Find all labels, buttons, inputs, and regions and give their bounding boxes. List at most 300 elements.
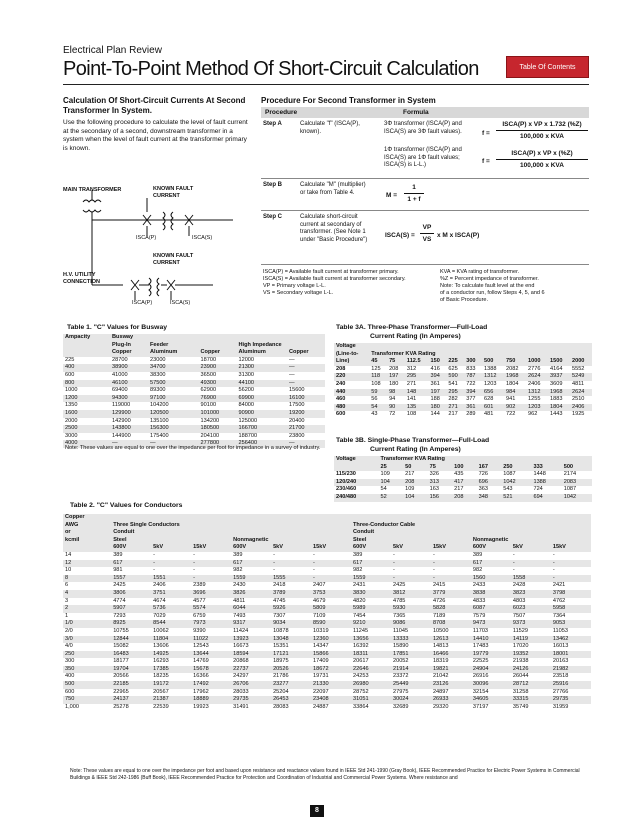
step-b-label: Step B [263, 182, 283, 188]
table-cell: 125000 [238, 417, 258, 424]
table-cell: - [512, 551, 515, 558]
table-cell: 2 [63, 605, 111, 613]
table-cell: 256400 [236, 440, 287, 448]
table-cell: 16293 [153, 658, 169, 665]
table-cell: 600 [65, 688, 75, 695]
table-cell: 197 [387, 373, 405, 381]
table-cell: 50 [403, 464, 428, 472]
table-cell: 12360 [311, 636, 351, 644]
table-cell: - [432, 551, 435, 558]
table-cell: 18672 [311, 666, 351, 674]
table-cell: 4/0 [65, 643, 73, 650]
table-cell: 134200 [200, 417, 220, 424]
table-cell: 37197 [472, 703, 489, 710]
table-cell: 13606 [153, 643, 169, 650]
table-cell: 166700 [236, 425, 287, 433]
table-cell: 10500 [432, 627, 449, 634]
table-cell: 180 [429, 404, 447, 412]
table-cell: 10062 [153, 627, 169, 634]
table-cell: 208 [336, 365, 346, 372]
table-cell: 43 [371, 411, 378, 418]
table-cell: 300 [65, 658, 75, 665]
table-cell: 12543 [193, 643, 209, 650]
table-cell: 180500 [199, 425, 237, 433]
table-cell: 19779 [471, 651, 511, 659]
table-cell: 4762 [552, 597, 566, 604]
table-cell: 22525 [472, 658, 489, 665]
table-cell: 7189 [432, 612, 446, 619]
table-cell: 22539 [153, 703, 169, 710]
table-cell: 1 [65, 612, 69, 619]
table-cell: 1925 [571, 411, 585, 418]
table-cell: 16483 [111, 651, 151, 659]
table-cell: Ampacity [63, 334, 110, 342]
table-cell: 17492 [191, 681, 231, 689]
table3a-row [334, 381, 592, 389]
table-cell: 5989 [351, 605, 391, 613]
table1-row [63, 433, 325, 441]
table-cell: 119000 [112, 402, 131, 409]
table-cell: 2430 [233, 582, 246, 589]
table-cell: 11703 [472, 627, 489, 634]
table-cell: 125 [371, 365, 381, 372]
table1-row [63, 364, 325, 372]
table-cell: 2418 [273, 582, 286, 589]
table-cell: 1558 [511, 575, 551, 583]
table-cell: 13333 [391, 636, 431, 644]
table3a-row [334, 396, 592, 404]
table-cell: 24897 [432, 688, 449, 695]
table-cell: 1042 [562, 494, 592, 502]
table-cell: 1551 [151, 575, 191, 583]
table-cell: 72 [389, 411, 396, 418]
step-a-3ph: 3Φ transformer (ISCA(P) and ISCA(S) are 3Φ fault values). [384, 121, 462, 135]
table-cell: 350 [63, 666, 111, 674]
table3a-title-2: Current Rating (In Amperes) [370, 333, 461, 340]
table-cell: 26933 [431, 696, 471, 704]
table3a-row [334, 366, 592, 374]
table1-title: Table 1. "C" Values for Busway [67, 324, 167, 331]
table-cell: 15kV [431, 544, 471, 552]
table-cell: 29735 [231, 696, 271, 704]
formula-a1-bar [496, 130, 588, 131]
table-cell: 6759 [193, 612, 206, 619]
table-cell: 33315 [511, 696, 551, 704]
step-b-text: Calculate "M" (multiplier) or take from Table 4. [300, 182, 366, 196]
table1-note: Note: These values are equal to one over the impedance per foot for impedance in a survey of industry. [65, 445, 321, 451]
table-cell [63, 342, 110, 350]
table-cell: 15678 [191, 666, 231, 674]
table-cell: 7454 [353, 612, 366, 619]
table-cell: 3937 [548, 373, 570, 381]
table-cell: 5kV [391, 544, 431, 552]
table-cell: 20567 [153, 688, 169, 695]
table-cell: 7973 [191, 620, 231, 628]
table3b-row [334, 486, 592, 494]
table-cell: 750 [504, 358, 526, 366]
table-cell: 31051 [351, 696, 391, 704]
left-heading: Calculation Of Short-Circuit Currents At Second Transformer In System. [63, 96, 246, 115]
table-cell: — [287, 380, 325, 388]
table-cell: 1557 [111, 575, 151, 583]
table1-busway [63, 334, 325, 448]
table-cell: 18311 [351, 651, 391, 659]
table-cell: 19704 [111, 666, 151, 674]
table-cell: 18001 [551, 651, 591, 659]
table-cell: 6044 [231, 605, 271, 613]
table-cell: 600V [351, 544, 391, 552]
header-kicker: Electrical Plan Review [63, 45, 162, 56]
table-cell: 14410 [471, 636, 511, 644]
step-a-text: Calculate "f" (ISCA(P), known). [300, 121, 360, 135]
table-cell: 2510 [571, 396, 585, 403]
formula-b-numerator: 1 [412, 184, 416, 191]
table-cell: 230/460 [336, 486, 357, 493]
table-cell: 313 [428, 479, 453, 487]
table-cell: 377 [466, 396, 476, 403]
table-cell: 5828 [431, 605, 471, 613]
table-cell: Feeder [148, 342, 236, 350]
table-cell: 2500 [63, 425, 110, 433]
table-cell: - [552, 567, 555, 574]
table-cell: 12 [63, 560, 111, 568]
table-cell: 204100 [200, 432, 220, 439]
table-cell: 1200 [63, 395, 110, 403]
table-cell: 180 [389, 380, 399, 387]
table-cell: kcmil [63, 537, 111, 545]
table-cell [334, 464, 379, 472]
table-cell: 696 [477, 479, 502, 487]
table-cell: 62900 [200, 387, 217, 394]
table3b-title-2: Current Rating (In Amperes) [370, 446, 461, 453]
formula-a1-numerator: ISCA(P) x VP x 1.732 (%Z) [502, 121, 582, 128]
table-cell: 129900 [110, 410, 148, 418]
table-cell: 23126 [431, 681, 471, 689]
step-c-text: Calculate short-circuit current at secondary of transformer. (See Note 1 under "Basic Procedure") [300, 214, 368, 243]
table-cell: 175400 [149, 432, 169, 439]
table-cell: 982 [233, 567, 243, 574]
table-cell: 600V [111, 544, 151, 552]
table-cell: 2/0 [65, 627, 73, 634]
table3a-row [334, 373, 592, 381]
table-cell: 4679 [313, 597, 326, 604]
table-cell: 21300 [236, 364, 287, 372]
table-cell: 363 [478, 486, 489, 493]
procedure-col-label: Procedure [265, 109, 298, 116]
table-cell: 5958 [551, 605, 591, 613]
formula-a1-denominator: 100,000 x KVA [520, 133, 564, 140]
table-cell: 11804 [151, 636, 191, 644]
table-cell: 112.5 [405, 358, 429, 366]
table1-row [63, 395, 325, 403]
table-cell: 142900 [112, 417, 131, 424]
table-cell: 18177 [113, 658, 129, 665]
table-cell: Steel [111, 537, 231, 545]
table-cell: 18594 [231, 651, 271, 659]
table-cell: 7307 [273, 612, 286, 619]
table-cell: Aluminum [148, 349, 199, 357]
table-cell: - [431, 575, 471, 583]
formula-c-rhs: x M x ISCA(P) [437, 232, 480, 239]
table-cell: 2082 [506, 365, 519, 372]
formula-b-lhs: M = [386, 192, 398, 199]
table-cell: 3609 [549, 380, 563, 387]
known-fault-label-1: KNOWN FAULT CURRENT [153, 186, 194, 199]
table3b-head-kva [334, 456, 592, 464]
definitions-right [440, 269, 590, 304]
table-cell: 277800 [199, 440, 237, 448]
table-cell: 208 [452, 494, 477, 502]
table-cell: (Line-to- [334, 351, 369, 359]
table-cell: 1883 [549, 396, 563, 403]
table2-row [63, 696, 591, 704]
def-kva: KVA = KVA rating of transformer. [440, 269, 520, 275]
table-cell: 5930 [391, 605, 431, 613]
table-cell: 10319 [313, 627, 329, 634]
table-of-contents-button[interactable]: Table Of Contents [506, 56, 589, 78]
table-cell: 220 [334, 373, 369, 381]
table-cell [369, 343, 387, 351]
table-cell: 2425 [113, 582, 126, 589]
table-cell: 2624 [526, 373, 548, 381]
table-cell: 440 [334, 389, 369, 397]
table-cell [446, 343, 464, 351]
table-cell: 31959 [552, 703, 569, 710]
table-cell: 5kV [151, 544, 191, 552]
table-cell: 5907 [111, 605, 151, 613]
table-cell: 6023 [511, 605, 551, 613]
table-cell: 628 [484, 396, 494, 403]
table-cell: 1042 [501, 479, 531, 487]
table-cell: 2174 [563, 471, 577, 478]
table2-head-conduit [63, 529, 591, 537]
table-cell [231, 514, 271, 522]
table-cell: — [288, 371, 295, 378]
def-note-3: of Basic Procedure. [440, 297, 488, 303]
table-cell: - [191, 560, 231, 568]
table-cell: 4000 [63, 440, 110, 448]
table-cell: 98 [387, 389, 405, 397]
table-cell: 9317 [231, 620, 271, 628]
table-cell: 14769 [193, 658, 209, 665]
table-cell: 54 [369, 404, 387, 412]
table-cell: 52 [379, 494, 404, 502]
table-cell: 23518 [552, 673, 569, 680]
table-cell: - [311, 560, 351, 568]
header-divider [63, 84, 589, 85]
table-cell: 141 [406, 396, 417, 403]
table-cell: 601 [482, 404, 504, 412]
table-cell: 18975 [273, 658, 289, 665]
table-cell: 7029 [153, 612, 166, 619]
table2-head-copper [63, 514, 591, 522]
formula-a2-denominator: 100,000 x KVA [520, 162, 564, 169]
table-cell: 10878 [273, 627, 289, 634]
table-cell: 3806 [111, 590, 151, 598]
table-cell: 16392 [353, 643, 369, 650]
table-cell: 4164 [549, 365, 563, 372]
table-cell: 361 [430, 380, 440, 387]
table-cell: 94300 [110, 395, 148, 403]
table-cell: 14119 [511, 636, 551, 644]
table-cell: 69900 [236, 395, 287, 403]
table-cell: 14813 [432, 643, 449, 650]
table-cell: 20052 [392, 658, 409, 665]
table3a-head-kva [334, 351, 592, 359]
table-cell: 28033 [233, 688, 249, 695]
table-cell: 2431 [353, 582, 366, 589]
table-cell: 1000 [65, 387, 78, 394]
table-cell: 17020 [512, 643, 529, 650]
table-cell [351, 514, 391, 522]
table-cell: Three-Conductor Cable [351, 522, 591, 530]
table-cell: 18235 [153, 673, 169, 680]
breaker-x-icon-3 [131, 280, 139, 290]
table-cell: Conduit [111, 529, 351, 537]
table-cell: Nonmagnetic [231, 537, 351, 545]
table-cell: 59 [369, 389, 387, 397]
table-cell: 600V [231, 544, 271, 552]
table-cell: 500 [63, 681, 111, 689]
main-transformer-label: MAIN TRANSFORMER [63, 187, 122, 193]
table-cell: 3751 [151, 590, 191, 598]
table-cell: 600V [471, 544, 511, 552]
table-cell: 22737 [231, 666, 271, 674]
table-cell: 3000 [65, 432, 78, 439]
table-cell: 217 [448, 411, 458, 418]
table-cell: 21700 [287, 425, 325, 433]
isca-p-label-2: ISCA(P) [132, 300, 153, 306]
table1-row [63, 372, 325, 380]
table-cell: 4577 [193, 597, 206, 604]
table-cell: 24887 [313, 703, 329, 710]
table2-row [63, 560, 591, 568]
table-cell [405, 343, 429, 351]
table-cell: 104 [379, 479, 404, 487]
table-cell: 150 [429, 358, 447, 366]
table-cell: 15890 [392, 643, 409, 650]
table-cell: 49300 [199, 380, 237, 388]
formula-c-bar [420, 233, 434, 234]
table-cell: 27975 [392, 688, 409, 695]
table-cell: 109 [405, 486, 415, 493]
table-cell: 2624 [570, 389, 592, 397]
table-cell: 15351 [273, 643, 289, 650]
table-cell: 15600 [288, 387, 305, 394]
table1-row [63, 410, 325, 418]
transformer-coil-primary-icon [83, 200, 101, 202]
table-cell: 962 [528, 411, 538, 418]
table-cell: 17500 [288, 402, 305, 409]
table-cell: 54 [380, 486, 387, 493]
table-cell: 1968 [548, 389, 570, 397]
table-cell: 28700 [112, 356, 128, 363]
table-cell: 1087 [563, 486, 577, 493]
table2-row [63, 613, 591, 621]
step-divider-b [261, 210, 589, 211]
table-cell: 24297 [233, 673, 249, 680]
table-cell [482, 343, 504, 351]
table-cell: 1203 [484, 380, 497, 387]
table-cell: 108 [371, 380, 381, 387]
table-cell: 2407 [313, 582, 326, 589]
table-cell: 20868 [233, 658, 249, 665]
table-cell: 46100 [110, 380, 148, 388]
table-cell: 295 [446, 389, 464, 397]
table-cell: 100 [452, 464, 477, 472]
table-cell: 56200 [238, 387, 255, 394]
table-cell: 27766 [552, 688, 569, 695]
table-cell: 480 [334, 404, 369, 412]
def-vp: VP = Primary voltage L-L. [263, 283, 326, 289]
def-z: %Z = Percent impedance of transformer. [440, 276, 539, 282]
table-cell: 148 [405, 389, 429, 397]
table-cell [63, 349, 110, 357]
table-cell: 389 [472, 551, 483, 558]
table-cell: 4820 [353, 597, 366, 604]
formula-b-bar [404, 193, 424, 194]
table-cell: 44100 [236, 380, 287, 388]
table-cell: 9086 [391, 620, 431, 628]
table-cell: 2428 [512, 582, 526, 589]
table-cell: High Impedance [236, 342, 325, 350]
table-cell: - [552, 551, 555, 558]
table-cell: 23800 [288, 432, 305, 439]
table-cell: 188 [430, 396, 440, 403]
table-cell: 26706 [231, 681, 271, 689]
table-cell: 5552 [571, 365, 585, 372]
table-cell: 4803 [512, 597, 526, 604]
table-cell: 941 [506, 396, 516, 403]
table2-row [63, 681, 591, 689]
table-cell: 726 [478, 471, 489, 478]
table-cell: 12000 [238, 356, 255, 363]
table-cell: 400 [65, 673, 75, 680]
table-cell: - [273, 567, 275, 574]
table-cell: 389 [113, 551, 123, 558]
table-cell: 1559 [231, 575, 271, 583]
table-cell: 104200 [149, 402, 169, 409]
table2-row [63, 605, 591, 613]
table-cell: 5249 [570, 373, 592, 381]
table-cell: 9473 [471, 620, 511, 628]
table-cell: 9034 [271, 620, 311, 628]
table-cell: 1448 [533, 471, 546, 478]
table-cell: 348 [477, 494, 502, 502]
table3b-row [334, 494, 592, 502]
table-cell: 25278 [113, 703, 129, 710]
table-cell: 2425 [392, 582, 406, 589]
page-title: Point-To-Point Method Of Short-Circuit Calculation [63, 58, 479, 80]
table-cell: 21914 [391, 666, 431, 674]
table-cell: 156 [428, 494, 453, 502]
formula-a2-bar [496, 159, 588, 160]
table2-conductors [63, 514, 591, 711]
table-cell: 29320 [432, 703, 449, 710]
table-cell: 656 [482, 389, 504, 397]
table-cell: 7507 [512, 612, 526, 619]
table-cell: 11424 [233, 627, 249, 634]
table-cell: 7493 [233, 612, 246, 619]
table-cell: 5kV [511, 544, 551, 552]
table-cell [471, 514, 511, 522]
table-cell: - [153, 567, 156, 574]
def-isca-s: ISCA(S) = Available fault current at transformer secondary. [263, 276, 406, 282]
table-cell: 7365 [392, 612, 406, 619]
table-cell: 271 [406, 380, 417, 387]
table-cell: 481 [484, 411, 494, 418]
f-equals-1: f = [482, 130, 490, 137]
